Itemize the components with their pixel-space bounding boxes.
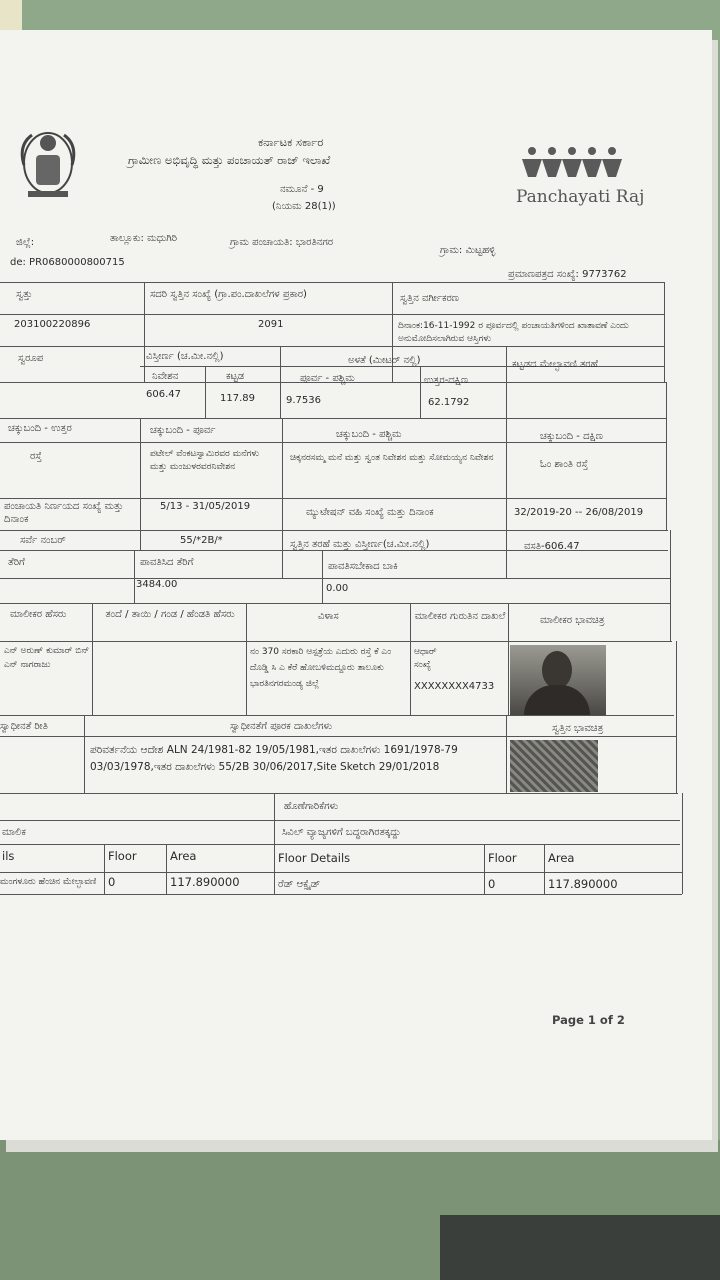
department-title: ಗ್ರಾಮೀಣ ಅಭಿವೃದ್ಧಿ ಮತ್ತು ಪಂಚಾಯತ್ ರಾಜ್ ಇಲಾಖೆ (128, 153, 331, 167)
east-boundary-label: ಚಕ್ಕುಬಂದಿ - ಪೂರ್ವ (150, 425, 216, 436)
area-right-value: 117.890000 (548, 877, 618, 891)
dimensions-label: ಅಳತೆ (ಮೀಟರ್ ನಲ್ಲಿ) (348, 355, 421, 366)
area-left-header: Area (170, 849, 197, 863)
floor-left-header: Floor (108, 849, 137, 863)
north-boundary-value: ರಸ್ತೆ (30, 451, 42, 462)
south-boundary-value: ಓಂ ಶಾಂತಿ ರಸ್ತೆ (540, 459, 589, 470)
logo-text: Panchayati Raj (516, 187, 645, 207)
district-label: ಜಿಲ್ಲೆ: (16, 237, 35, 248)
floor-details-header: Floor Details (278, 851, 351, 865)
owner-address-value: ನಂ 370 ಸರಕಾರಿ ಆಸ್ಪತ್ರೆಯ ಎದುರು ರಸ್ತೆ ಕೆ ಎಂ ದೊಡ್ಡಿ ಸಿ ಎ ಕೆರೆ ಹೋಬಳಿಮದ್ದೂರು ತಾಲೂಕು ಭಾರತಿನಗರಮಂಡ್ಯ ಜಿಲ್ಲೆ (250, 647, 392, 689)
property-id-label: ಸ್ವತ್ತು (16, 289, 33, 300)
site-label: ನಿವೇಶನ (152, 371, 179, 382)
owner-id-type: ಆಧಾರ್ ಸಂಖ್ಯೆ (414, 647, 437, 670)
area-left-value: 117.890000 (170, 875, 240, 889)
state-title: ಕರ್ನಾಟಕ ಸರ್ಕಾರ (258, 135, 324, 149)
west-boundary-value: ಚಿಕ್ಕನರಸಮ್ಮ ಮನೆ ಮತ್ತು ಸ್ವಂತ ನಿವೇಶನ ಮತ್ತು ಸೋಮಯ್ಯನ ನಿವೇಶನ (290, 453, 494, 463)
property-category-value: ದಿನಾಂಕ:16-11-1992 ರ ಪೂರ್ವದಲ್ಲಿ ಪಂಚಾಯತಿಗಳಿಂದ ಖಾತಾವಣೆ ಎಂದು ಅನುಮೋದಿಸಲಾಗಿರುವ ಆಸ್ತಿಗಳು (398, 321, 629, 344)
west-boundary-label: ಚಕ್ಕುಬಂದಿ - ಪಶ್ಚಿಮ (336, 429, 402, 440)
property-category-label: ಸ್ವತ್ತಿನ ವರ್ಗೀಕರಣ (400, 293, 459, 304)
floor-details-left-label: ils (2, 849, 15, 863)
acquisition-method-label: ಸ್ವಾಧೀನತೆ ರೀತಿ (0, 721, 48, 732)
east-boundary-value: ಪಟೇಲ್ ವೆಂಕಟಸ್ವಾಮಿರವರ ಮನೆಗಳು ಮತ್ತು ಮಂಜುಳರವರನಿವೇಶನ (150, 449, 260, 472)
document-code: de: PR0680000800715 (10, 257, 125, 268)
site-area-value: 606.47 (146, 389, 181, 400)
resolution-value: 5/13 - 31/05/2019 (160, 501, 251, 512)
acquisition-docs-value: ಪರಿವರ್ತನೆಯ ಆದೇಶ ALN 24/1981-82 19/05/1981,ಇತರ ದಾಖಲೆಗಳು 1691/1978-79 03/03/1978,ಇತರ ದಾಖಲೆಗಳು 55/2B 30/06/2017,Site Sketch 29/01/2018 (90, 744, 458, 773)
mutation-value: 32/2019-20 -- 26/08/2019 (514, 507, 644, 518)
tax-due-label: ಪಾವತಿಸಬೇಕಾದ ಬಾಕಿ (328, 561, 398, 572)
owner-name-value: ಎನ್ ಅರುಣ್ ಕುಮಾರ್ ಬಿನ್ ಎನ್ ನಾಗರಾಜು (4, 646, 90, 670)
north-south-value: 62.1792 (428, 397, 470, 408)
floor-right-header: Floor (488, 851, 517, 865)
type-area-value: ವಸತಿ-606.47 (524, 541, 580, 552)
east-west-value: 9.7536 (286, 395, 321, 406)
desk-corner (440, 1215, 720, 1280)
type-label: ಸ್ವರೂಪ (18, 353, 44, 364)
area-label: ವಿಸ್ತೀರ್ಣ (ಚ.ಮೀ.ನಲ್ಲಿ) (146, 351, 224, 362)
tax-paid-label: ಪಾವತಿಸಿದ ತೆರಿಗೆ (140, 557, 194, 568)
building-area-value: 117.89 (220, 393, 255, 404)
north-south-label: ಉತ್ತರ-ದಕ್ಷಿಣ (424, 375, 469, 386)
floor-left-name: ಮಂಗಳೂರು ಹೆಂಚಿನ ಮೇಲ್ಛಾವಣಿ (0, 877, 97, 887)
floor-right-value: 0 (488, 877, 496, 891)
taluk-label: ತಾಲ್ಲೂಕು: ಮಧುಗಿರಿ (110, 233, 178, 244)
resolution-label: ಪಂಚಾಯತಿ ನಿರ್ಣಯದ ಸಂಖ್ಯೆ ಮತ್ತು ದಿನಾಂಕ (4, 501, 124, 525)
north-boundary-label: ಚಕ್ಕುಬಂದಿ - ಉತ್ತರ (8, 423, 72, 434)
property-number-label: ಸದರಿ ಸ್ವತ್ತಿನ ಸಂಖ್ಯೆ (ಗ್ರಾ.ಪಂ.ದಾಖಲೆಗಳ ಪ್ರಕಾರ) (150, 289, 307, 300)
survey-number-value: 55/*2B/* (180, 535, 223, 546)
tax-due-value: 0.00 (326, 583, 349, 594)
floor-right-name: ರೆಡ್ ಆಕ್ಸೈಡ್ (278, 879, 321, 890)
property-id-value: 203100220896 (14, 319, 91, 330)
owner-relation-label: ತಂದೆ / ತಾಯಿ / ಗಂಡ / ಹೆಂಡತಿ ಹೆಸರು (105, 609, 235, 620)
rule-number: (ನಿಯಮ 28(1)) (272, 201, 336, 212)
people-icon (512, 145, 632, 181)
area-right-header: Area (548, 851, 575, 865)
survey-number-label: ಸರ್ವೆ ನಂಬರ್ (20, 535, 66, 546)
property-number-value: 2091 (258, 319, 284, 330)
acquisition-docs-label: ಸ್ವಾಧೀನತೆಗೆ ಪೂರಕ ದಾಖಲೆಗಳು (230, 721, 333, 732)
tax-paid-value: 3484.00 (136, 579, 178, 590)
panchayati-raj-logo (512, 145, 645, 215)
owner-id-number: XXXXXXXX4733 (414, 681, 495, 692)
property-photo-label: ಸ್ವತ್ತಿನ ಭಾವಚಿತ್ರ (552, 723, 604, 734)
type-area-label: ಸ್ವತ್ತಿನ ತರಹೆ ಮತ್ತು ವಿಸ್ತೀರ್ಣ(ಚ.ಮೀ.ನಲ್ಲಿ) (290, 539, 430, 550)
building-label: ಕಟ್ಟಡ (226, 371, 245, 382)
document-page (0, 30, 712, 1140)
karnataka-emblem-icon (18, 125, 78, 205)
owner-name-label: ಮಾಲೀಕರ ಹೆಸರು (10, 609, 67, 620)
village-label: ಗ್ರಾಮ: ಮಿಟ್ಟಹಳ್ಳಿ (440, 245, 496, 256)
gram-panchayat-label: ಗ್ರಾಮ ಪಂಚಾಯತಿ: ಭಾರತಿನಗರ (230, 237, 334, 248)
building-type-label: ಕಟ್ಟಡದ ಮೇಲ್ಛಾವಣಿ ತರಹೆ (512, 359, 598, 370)
certificate-number: ಪ್ರಮಾಣಪತ್ರದ ಸಂಖ್ಯೆ: 9773762 (508, 269, 627, 280)
page-number: Page 1 of 2 (552, 1013, 625, 1027)
liabilities-value: ಸಿವಿಲ್ ವ್ಯಾಜ್ಯಗಳಿಗೆ ಬದ್ಧರಾಗಿರತಕ್ಕದ್ದು (282, 827, 401, 838)
owner-address-label: ವಿಳಾಸ (318, 611, 339, 622)
owner-photo (510, 645, 606, 715)
liabilities-type-label: ಮಾಲಿಕ (2, 827, 26, 838)
form-number: ನಮೂನೆ - 9 (280, 184, 324, 195)
tax-label: ತೆರಿಗೆ (8, 557, 25, 568)
property-photo (510, 740, 598, 792)
owner-id-label: ಮಾಲೀಕರ ಗುರುತಿನ ದಾಖಲೆ (414, 611, 506, 622)
owner-photo-label: ಮಾಲೀಕರ ಭಾವಚಿತ್ರ (540, 615, 605, 626)
floor-left-value: 0 (108, 875, 116, 889)
east-west-label: ಪೂರ್ವ - ಪಶ್ಚಿಮ (300, 373, 355, 384)
south-boundary-label: ಚಕ್ಕುಬಂದಿ - ದಕ್ಷಿಣ (540, 431, 603, 442)
mutation-label: ಮ್ಯುಟೇಷನ್ ವಹಿ ಸಂಖ್ಯೆ ಮತ್ತು ದಿನಾಂಕ (306, 507, 434, 518)
liabilities-label: ಹೊಣೆಗಾರಿಕೆಗಳು (284, 801, 339, 812)
